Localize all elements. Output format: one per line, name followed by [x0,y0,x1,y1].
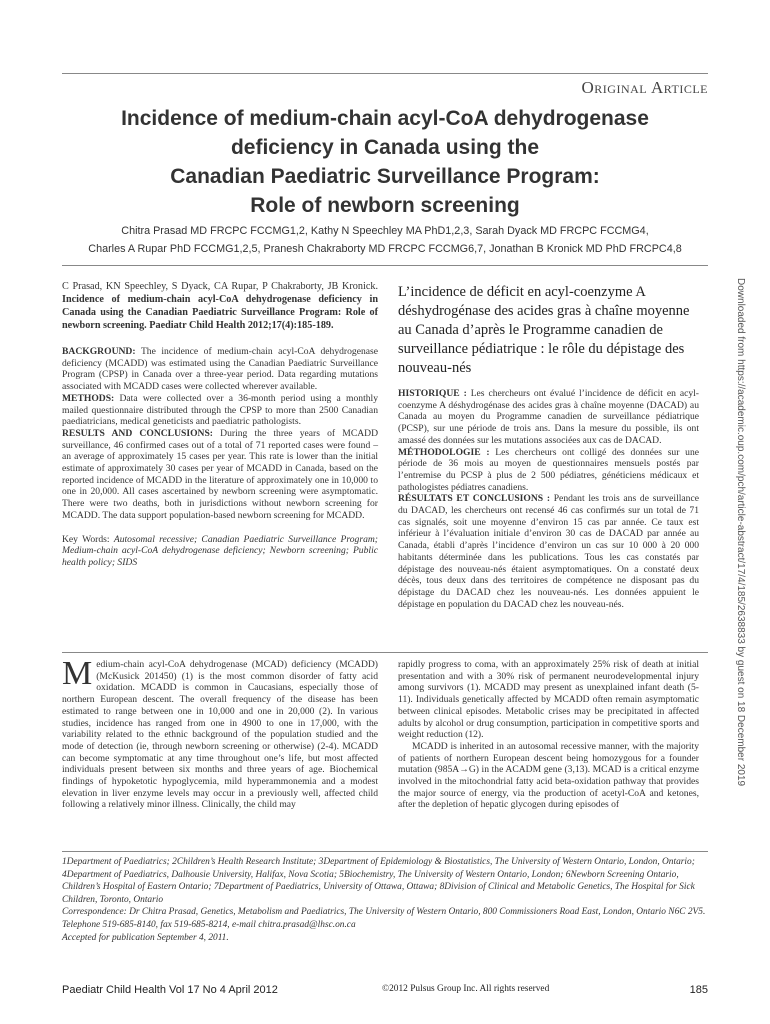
historique-label: HISTORIQUE : [398,388,467,399]
footnotes [62,856,708,944]
french-title: L’incidence de déficit en acyl-coenzyme A déshydrogénase des acides gras à chaîne moyenne au Canada d’après le Programme canadien de surveillance pédiatrique : le rôle du dépistage des nouveau-nés [398,284,690,376]
accepted-date: Accepted for publication September 4, 2011. [62,932,229,943]
affiliations: 1Department of Paediatrics; 2Children’s Health Research Institute; 3Department of Epidemiology & Biostatistics, The University of Western Ontario, London, Ontario; 4Department of Paediatrics, Dalhousie University, Halifax, Nova Scotia; 5Biochemistry, The University of Western Ontario, London; 6Newborn Screening Ontario, Children’s Hospital of Eastern Ontario; 7Department of Paediatrics, University of Ottawa, Ottawa; 8Division of Clinical and Metabolic Genetics, The Hospital for Sick Children, Toronto, Ontario [62,857,695,905]
header-rule [62,265,708,266]
abstract-results [62,428,378,522]
correspondence: Correspondence: Dr Chitra Prasad, Genetics, Metabolism and Paediatrics, The University of Western Ontario, 800 Commissioners Road East, London, Ontario N6C 2V5. Telephone 519-685-8140, fax 519-685-8214, e-mail chitra.prasad@lhsc.on.ca [62,907,706,930]
background-text: The incidence of medium-chain acyl-CoA dehydrogenase deficiency (MCADD) was estimated using the Canadian Paediatric Surveillance Program (CPSP) in Canada over a three-year period. Data regarding mutations associated with MCADD cases were collected wherever available. [62,346,379,393]
intro-text: edium-chain acyl-CoA dehydrogenase (MCAD) deficiency (MCADD) (McKusick 201450) (1) is the most common disorder of fatty acid oxidation. MCADD is common in Caucasians, especially those of northern European descent. The overall frequency of the disease has been estimated to range between one in 10,000 and one in 20,000 (2). In various studies, incidence has ranged from one in 4900 to one in 17,000, with the variability related to the ethnic background of the population studied and the mode of detection (ie, through newborn screening or otherwise) (2-4). MCADD can become symptomatic at any time throughout one’s life, but most affected individuals present between six months and three years of age. Biochemical findings of hypoketotic hypoglycemia, mild hyperammonemia and a modest elevation in liver enzyme levels may occur in a previously well, affected child following a relatively minor illness. Clinically, the child may [62,659,378,811]
resultats-text: Pendant les trois ans de surveillance du DACAD, les chercheurs ont recensé 46 cas confirmés sur un total de 71 cas signalés, soit une moyenne d’environ 15 cas par année. Ce taux est inférieur à l’évaluation initiale d’environ 30 cas de DACAD par année au Canada, établi d’après l’incidence d’environ un cas sur 10 000 à 20 000 habitants déterminée dans les publications. Tous les cas constatés par dépistage des nouveau-nés étaient asymptomatiques. On a constaté deux décès, tous deux dans des territoires de compétence ne disposant pas du dépistage du DACAD chez les nouveau-nés. Les données appuient le dépistage en population du DACAD chez les nouveau-nés. [398,493,699,610]
page-number: 185 [689,984,708,996]
intro-paragraph [62,655,378,811]
citation [62,280,378,332]
background-label: BACKGROUND: [62,346,136,357]
french-methodologie [398,447,699,494]
results-text: During the three years of MCADD surveillance, 46 confirmed cases out of a total of 71 reported cases were found – an average of approximately 15 cases per year. This rate is lower than the initial estimate of approximately 30 cases per year of MCADD in Canada, based on the reported incidence of MCADD in the literature of approximately one in 10,000 to one in 20,000. All cases ascertained by newborn screening were asymptomatic. There were two deaths, both in jurisdictions without newborn screening for MCADD. The data support population-based newborn screening for MCADD. [62,427,379,521]
english-abstract [62,280,378,569]
methodologie-text: Les chercheurs ont colligé des données sur une période de 36 mois au moyen de questionnaires mensuels postés par l’entremise du PCSP à plus de 2 500 pédiatres, généticiens médicaux et pathologistes pédiatres canadiens. [398,446,699,493]
keywords [62,534,378,569]
methods-label: METHODS: [62,392,115,404]
keywords-text: Autosomal recessive; Canadian Paediatric Surveillance Program; Medium-chain acyl-CoA dehydrogenase deficiency; Newborn screening; Public health policy; SIDS [62,533,379,568]
author-list [62,222,708,258]
copyright: ©2012 Pulsus Group Inc. All rights reserved [382,984,550,994]
title-line: Incidence of medium-chain acyl-CoA dehydrogenase [121,107,649,130]
historique-text: Les chercheurs ont évalué l’incidence de déficit en acyl-coenzyme A déshydrogénase des acides gras à chaîne moyenne (DACAD) au Canada au moyen du Programme canadien de surveillance pédiatrique (PCSP), sur une période de trois ans. Dans la mesure du possible, ils ont amassé des données sur les mutations associées aux cas de DACAD. [398,388,700,446]
page-footer [62,984,708,1004]
french-historique [398,388,699,447]
body-left-column [62,655,378,811]
dropcap: M [62,655,93,692]
footnote-rule [62,851,708,852]
body-paragraph: MCADD is inherited in an autosomal recessive manner, with the majority of patients of northern European descent being homozygous for a founder mutation (985A→G) in the ACADM gene (3,13). MCAD is a critical enzyme involved in the mitochondrial fatty acid beta-oxidation pathway that provides the major source of energy, via the production of acetyl-CoA and ketones, after the depletion of hepatic glycogen during episodes of [398,740,699,811]
abstract-background [62,346,378,393]
citation-text: Incidence of medium-chain acyl-CoA dehydrogenase deficiency in Canada using the Canadian Paediatric Surveillance Program: Role of newborn screening. Paediatr Child Health 2012;17(4):185-189. [62,294,378,331]
abstract-rule [62,652,708,653]
authors-line: Chitra Prasad MD FRCPC FCCMG1,2, Kathy N Speechley MA PhD1,2,3, Sarah Dyack MD FRCPC FCCMG4, [121,225,649,237]
resultats-label: RÉSULTATS ET CONCLUSIONS : [398,493,551,505]
section-label: Original Article [581,78,708,97]
article-title [62,104,708,220]
abstract-methods [62,393,378,428]
download-watermark: Downloaded from https://academic.oup.com/pch/article-abstract/17/4/185/2638833 by guest on 18 December 2019 [735,278,746,787]
title-line: Role of newborn screening [250,194,520,217]
body-paragraph: rapidly progress to coma, with an approximately 25% risk of death at initial presentation and with a 30% risk of permanent neurodevelopmental injury among survivors (1). MCADD may present as unexplained infant death (5-11). Individuals genetically affected by MCADD often remain asymptomatic between clinical episodes. Metabolic crises may be precipitated in affected adults by alcohol or drug consumption, participation in competitive sports and weight reduction (12). [398,659,699,741]
french-resultats [398,493,699,610]
citation-authors: C Prasad, KN Speechley, S Dyack, CA Rupar, P Chakraborty, JB Kronick. [62,281,378,292]
methodologie-label: MÉTHODOLOGIE : [398,446,490,458]
methods-text: Data were collected over a 36-month period using a monthly mailed questionnaire distributed through the CPSP to more than 2500 Canadian paediatricians, medical geneticists and paediatric pathologists. [62,392,379,428]
top-rule [62,73,708,74]
title-line: deficiency in Canada using the [230,136,540,159]
journal-info: Paediatr Child Health Vol 17 No 4 April 2012 [62,984,278,996]
results-label: RESULTS AND CONCLUSIONS: [62,427,213,439]
authors-line: Charles A Rupar PhD FCCMG1,2,5, Pranesh Chakraborty MD FRCPC FCCMG6,7, Jonathan B Kronick MD PhD FRCPC4,8 [88,243,682,255]
keywords-label: Key Words: [62,533,110,545]
french-abstract [398,283,699,610]
title-line: Canadian Paediatric Surveillance Program: [170,165,600,188]
body-right-column [398,659,699,811]
